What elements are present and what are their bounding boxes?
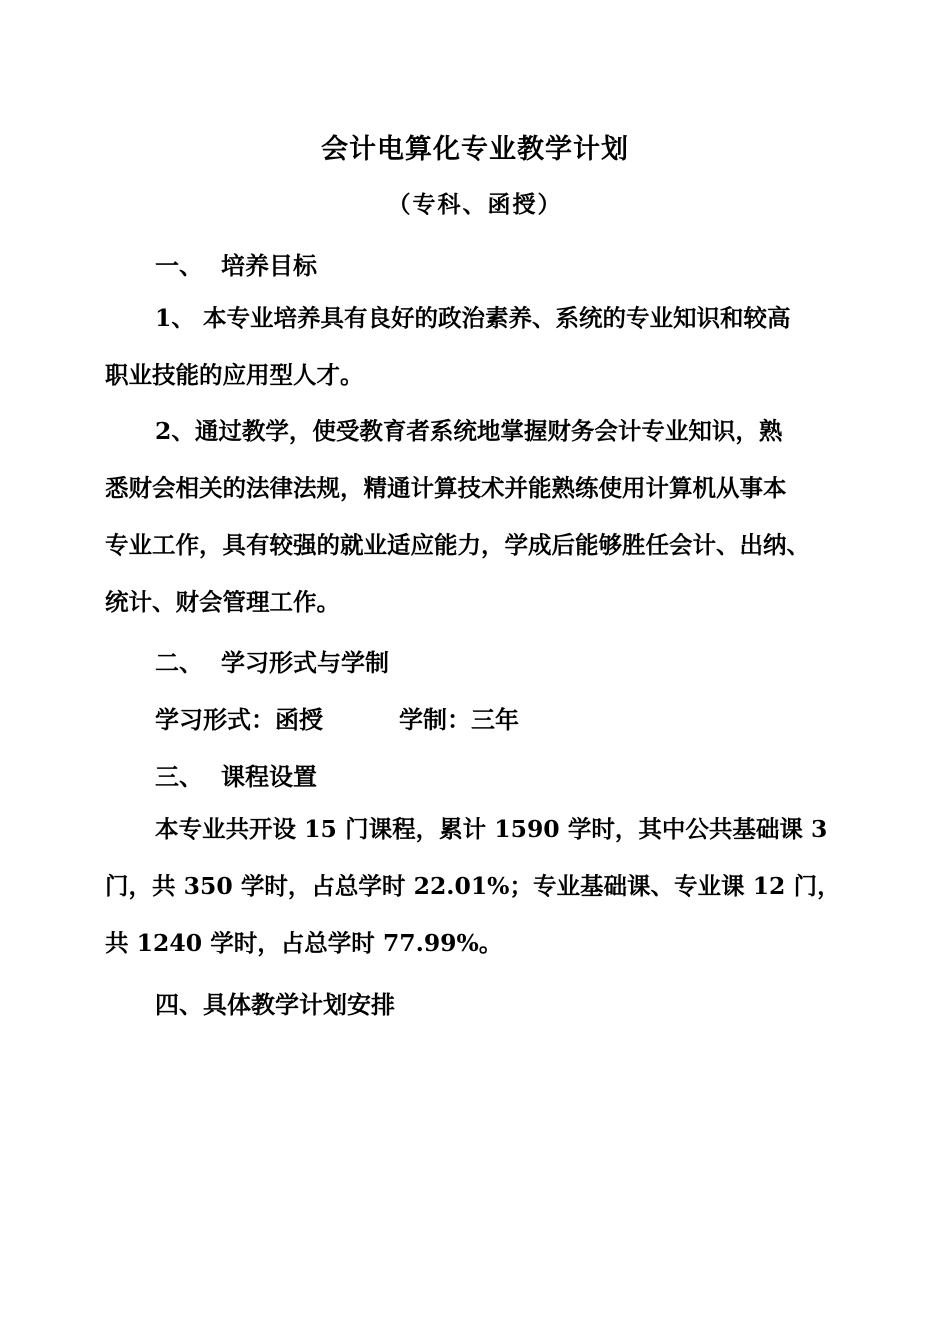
section-heading-4: 四、具体教学计划安排 bbox=[155, 991, 395, 1019]
paragraph-line: 本专业共开设 15 门课程，累计 1590 学时，其中公共基础课 3 bbox=[155, 815, 828, 843]
section-heading-2 bbox=[155, 643, 389, 678]
paragraph-line: 门，共 350 学时，占总学时 22.01%；专业基础课、专业课 12 门， bbox=[105, 872, 841, 900]
paragraph-line: 共 1240 学时，占总学时 77.99%。 bbox=[105, 929, 503, 957]
study-form-row bbox=[155, 700, 519, 735]
study-form: 学习形式：函授 bbox=[155, 705, 323, 734]
section-heading-1 bbox=[155, 246, 317, 281]
paragraph-line: 2、通过教学，使受教育者系统地掌握财务会计专业知识，熟 bbox=[155, 417, 783, 445]
paragraph-line: 统计、财会管理工作。 bbox=[105, 588, 340, 616]
section-heading-3 bbox=[155, 757, 317, 792]
study-duration: 学制：三年 bbox=[399, 705, 519, 734]
paragraph-goal-2 bbox=[105, 403, 865, 631]
section-title: 培养目标 bbox=[221, 252, 317, 280]
section-number: 二、 bbox=[155, 649, 203, 677]
paragraph-goal-1 bbox=[105, 290, 865, 404]
section-number: 三、 bbox=[155, 763, 203, 791]
document-title: 会计电算化专业教学计划 bbox=[321, 134, 629, 165]
paragraph-curriculum bbox=[105, 801, 865, 972]
paragraph-line: 悉财会相关的法律法规，精通计算技术并能熟练使用计算机从事本 bbox=[105, 474, 787, 502]
paragraph-line: 1、 本专业培养具有良好的政治素养、系统的专业知识和较高 bbox=[155, 304, 791, 332]
section-title: 课程设置 bbox=[221, 763, 317, 791]
section-title: 学习形式与学制 bbox=[221, 649, 389, 677]
paragraph-line: 职业技能的应用型人才。 bbox=[105, 361, 364, 389]
section-number: 一、 bbox=[155, 252, 203, 280]
document-subtitle: （专科、函授） bbox=[387, 191, 563, 218]
paragraph-line: 专业工作，具有较强的就业适应能力，学成后能够胜任会计、出纳、 bbox=[105, 531, 810, 559]
